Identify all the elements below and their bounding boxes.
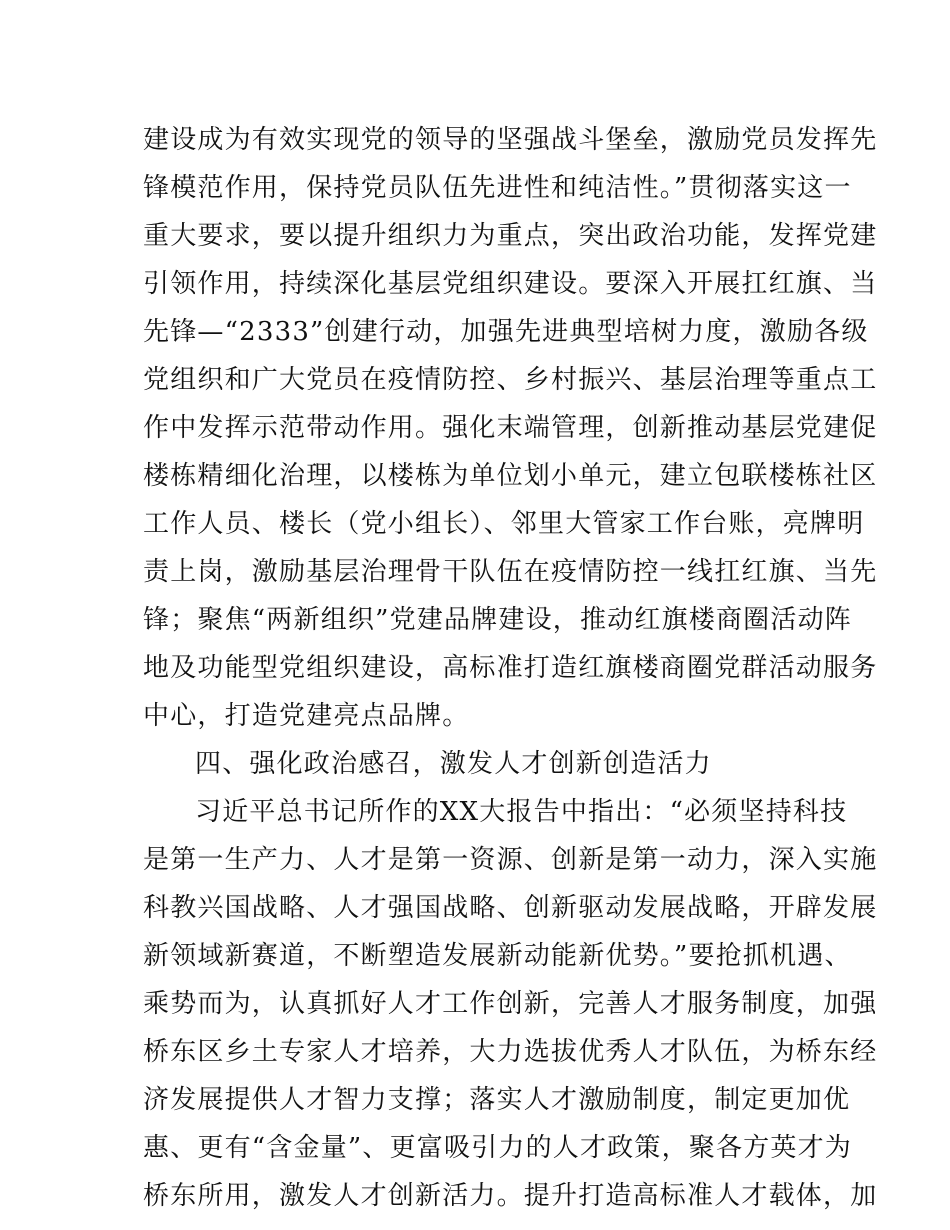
text-line: 建设成为有效实现党的领导的坚强战斗堡垒，激励党员发挥先 [143, 125, 878, 155]
text-line: 乘势而为，认真抓好人才工作创新，完善人才服务制度，加强 [143, 989, 878, 1019]
text-line: 锋模范作用，保持党员队伍先进性和纯洁性。”贯彻落实这一 [143, 173, 852, 203]
text-line: 作中发挥示范带动作用。强化末端管理，创新推动基层党建促 [143, 413, 878, 443]
text-line: 中心，打造党建亮点品牌。 [143, 701, 470, 731]
text-line: 是第一生产力、人才是第一资源、创新是第一动力，深入实施 [143, 845, 878, 875]
text-line: 党组织和广大党员在疫情防控、乡村振兴、基层治理等重点工 [143, 365, 878, 395]
text-line: 先锋—“2333”创建行动，加强先进典型培树力度，激励各级 [143, 317, 869, 347]
text-line: 桥东区乡土专家人才培养，大力选拔优秀人才队伍，为桥东经 [143, 1037, 878, 1067]
text-line: 地及功能型党组织建设，高标准打造红旗楼商圈党群活动服务 [143, 653, 878, 683]
text-line: 新领域新赛道，不断塑造发展新动能新优势。”要抢抓机遇、 [143, 941, 852, 971]
text-line: 科教兴国战略、人才强国战略、创新驱动发展战略，开辟发展 [143, 893, 878, 923]
document-body [143, 116, 878, 1220]
text-line: 责上岗，激励基层治理骨干队伍在疫情防控一线扛红旗、当先 [143, 557, 878, 587]
text-line: 重大要求，要以提升组织力为重点，突出政治功能，发挥党建 [143, 221, 878, 251]
text-line: 惠、更有“含金量”、更富吸引力的人才政策，聚各方英才为 [143, 1133, 852, 1163]
text-line: 锋；聚焦“两新组织”党建品牌建设，推动红旗楼商圈活动阵 [143, 605, 852, 635]
text-line: 工作人员、楼长（党小组长）、邻里大管家工作台账，亮牌明 [143, 509, 865, 539]
text-line: 楼栋精细化治理，以楼栋为单位划小单元，建立包联楼栋社区 [143, 461, 878, 491]
section-heading: 四、强化政治感召，激发人才创新创造活力 [195, 749, 712, 779]
text-line: 引领作用，持续深化基层党组织建设。要深入开展扛红旗、当 [143, 269, 878, 299]
text-line: 桥东所用，激发人才创新活力。提升打造高标准人才载体，加 [143, 1181, 878, 1211]
text-line: 济发展提供人才智力支撑；落实人才激励制度，制定更加优 [143, 1085, 851, 1115]
paragraph-first-line: 习近平总书记所作的XX大报告中指出：“必须坚持科技 [195, 797, 848, 827]
